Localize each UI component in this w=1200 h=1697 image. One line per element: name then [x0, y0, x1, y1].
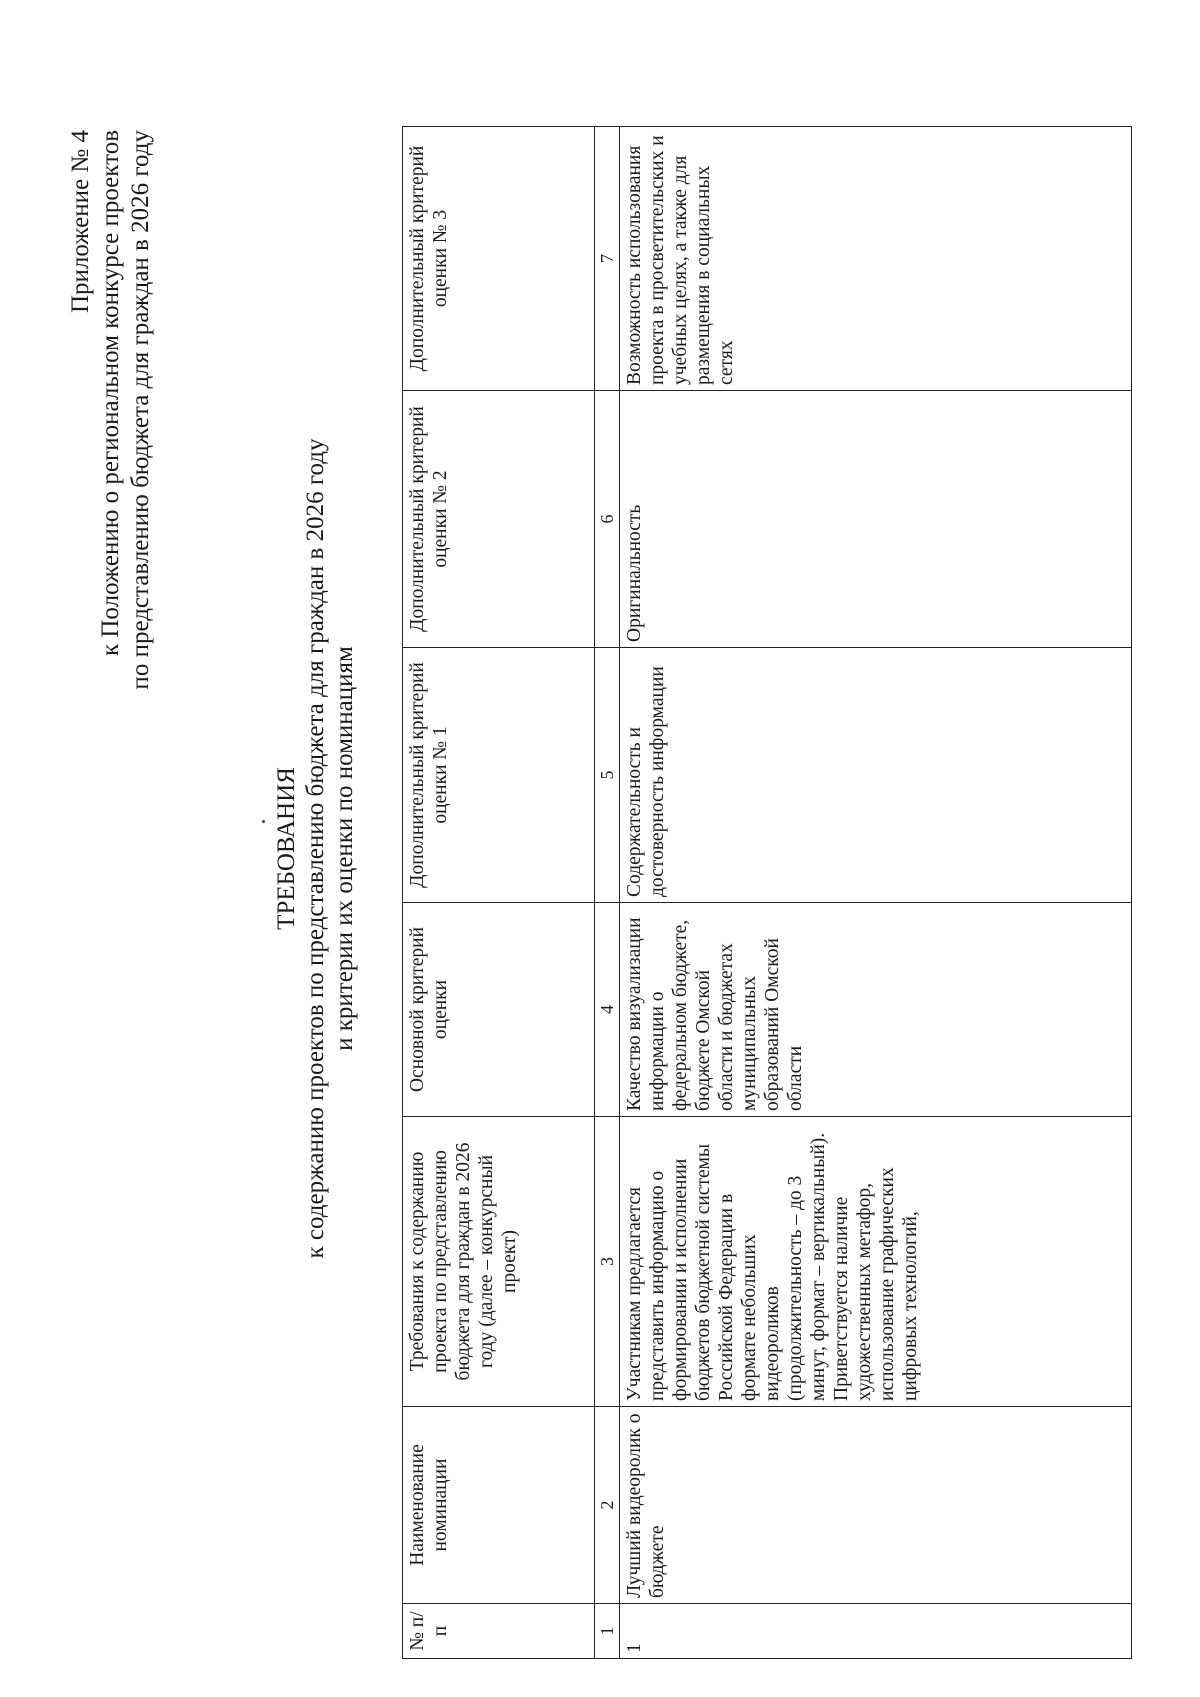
column-number: 2 [595, 1407, 620, 1604]
header-cell-number: № п/п [403, 1604, 595, 1659]
column-number: 7 [595, 127, 620, 391]
document-title [272, 0, 359, 1697]
title-heading: ТРЕБОВАНИЯ [273, 767, 300, 930]
table-header-row [403, 127, 595, 1659]
title-line-2: и критерии их оценки по номинациям [331, 646, 358, 1051]
header-cell-nomination: Наименование номинации [403, 1407, 595, 1604]
column-number: 1 [595, 1604, 620, 1659]
appendix-number: Приложение № 4 [67, 130, 94, 314]
column-number: 4 [595, 903, 620, 1117]
header-cell-criterion-2: Дополнительный критерий оценки № 2 [403, 391, 595, 648]
appendix-reference: к Положению о региональном конкурсе проектов [97, 130, 124, 657]
header-cell-requirements: Требования к содержанию проекта по представлению бюджета для граждан в 2026 году (далее – конкурсный проект) [403, 1117, 595, 1407]
header-cell-criterion-1: Дополнительный критерий оценки № 1 [403, 648, 595, 903]
scan-speck [262, 820, 265, 823]
header-cell-criterion-3: Дополнительный критерий оценки № 3 [403, 127, 595, 391]
cell-main-criterion: Качество визуализации информации о федеральном бюджете, бюджете Омской области и бюджетах муниципальных образований Омской области [620, 903, 1132, 1117]
appendix-note [66, 130, 156, 690]
cell-criterion-3: Возможность использования проекта в просветительских и учебных целях, а также для размещения в социальных сетях [620, 127, 1132, 391]
cell-row-number: 1 [620, 1604, 1132, 1659]
table-row [620, 127, 1132, 1659]
header-cell-main-criterion: Основной критерий оценки [403, 903, 595, 1117]
column-number: 6 [595, 391, 620, 648]
requirements-table [402, 126, 1132, 1659]
cell-criterion-1: Содержательность и достоверность информации [620, 648, 1132, 903]
column-number: 5 [595, 648, 620, 903]
cell-criterion-2: Оригинальность [620, 391, 1132, 648]
title-line-1: к содержанию проектов по представлению бюджета для граждан в 2026 году [302, 438, 329, 1259]
appendix-reference-cont: по представлению бюджета для граждан в 2026 году [127, 130, 154, 690]
cell-requirements: Участникам предлагается представить информацию о формировании и исполнении бюджетов бюджетной системы Российской Федерации в формате небольших видеороликов (продолжительность – до 3 минут, формат – вертикальный). Приветствуется наличие художественных метафор, использование графических цифровых технологий, [620, 1117, 1132, 1407]
column-number: 3 [595, 1117, 620, 1407]
table-column-numbers-row [595, 127, 620, 1659]
cell-nomination: Лучший видеоролик о бюджете [620, 1407, 1132, 1604]
